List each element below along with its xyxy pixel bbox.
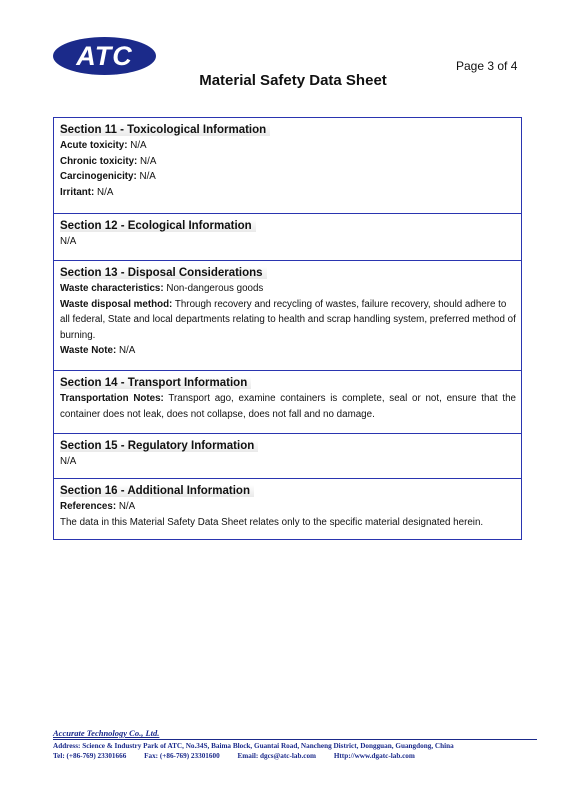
- field-value: N/A: [127, 140, 147, 151]
- field-label: Waste Note:: [60, 345, 117, 356]
- footer-tel: Tel: (+86-769) 23301666: [53, 752, 127, 760]
- field-label: Irritant:: [60, 186, 95, 198]
- section-12-ecological: [54, 214, 521, 261]
- footer-address: Address: Science & Industry Park of ATC, No.34S, Baima Block, Guantai Road, Nancheng District, Dongguan, Guangdong, China: [53, 742, 454, 750]
- document-title: Material Safety Data Sheet: [199, 72, 387, 89]
- footer-email: Email: dgcs@atc-lab.com: [237, 752, 317, 760]
- footer-divider: [53, 739, 537, 740]
- footer-web: Http://www.dgatc-lab.com: [333, 752, 415, 760]
- section-13-disposal: [54, 261, 521, 371]
- field-label: Chronic toxicity:: [60, 155, 138, 167]
- irritant-row: [60, 185, 516, 201]
- field-value: N/A: [137, 155, 157, 167]
- section-text: N/A: [60, 236, 77, 247]
- waste-disposal-method-row: [60, 297, 516, 344]
- logo-text: ATC: [76, 40, 133, 71]
- carcinogenicity-row: [60, 169, 516, 185]
- section-title: Section 16 - Additional Information: [60, 485, 254, 497]
- page-number: Page 3 of 4: [456, 59, 518, 73]
- field-value: Non-dangerous goods: [163, 283, 264, 294]
- field-value: N/A: [116, 345, 136, 356]
- section-text: N/A: [60, 456, 77, 467]
- atc-logo: [53, 37, 156, 75]
- acute-toxicity-row: [60, 138, 516, 154]
- footer-contact: [53, 751, 533, 761]
- disclaimer-text: The data in this Material Safety Data Sheet relates only to the specific material designated herein.: [60, 516, 484, 528]
- section-title: Section 13 - Disposal Considerations: [60, 267, 267, 279]
- field-value: Through recovery and recycling of wastes, failure recovery, should adhere to all federal, State and local departments relating to health and scrap handling system, preferred method of burning.: [60, 298, 516, 341]
- field-label: Carcinogenicity:: [60, 171, 137, 182]
- field-label: Acute toxicity:: [60, 140, 128, 151]
- footer-company: Accurate Technology Co., Ltd.: [53, 728, 160, 738]
- section-11-toxicological: [54, 118, 521, 214]
- field-value: N/A: [136, 171, 156, 182]
- section-title: Section 12 - Ecological Information: [60, 220, 256, 232]
- section-16-additional: [54, 479, 521, 540]
- field-value: Transport ago, examine containers is complete, seal or not, ensure that the container does not leak, does not collapse, does not fall and no damage.: [60, 393, 516, 420]
- waste-characteristics-row: [60, 281, 516, 297]
- section-15-regulatory: [54, 434, 521, 479]
- page-footer: [53, 728, 533, 761]
- footer-fax: Fax: (+86-769) 23301600: [144, 752, 220, 760]
- transportation-notes-row: [60, 391, 516, 422]
- chronic-toxicity-row: [60, 154, 516, 170]
- section-title: Section 11 - Toxicological Information: [60, 124, 270, 136]
- references-row: [60, 499, 516, 515]
- section-title: Section 15 - Regulatory Information: [60, 440, 258, 452]
- waste-note-row: [60, 343, 516, 359]
- section-14-transport: [54, 371, 521, 434]
- field-label: References:: [60, 501, 117, 512]
- msds-sections: [53, 117, 522, 540]
- field-label: Waste characteristics:: [60, 283, 164, 294]
- field-label: Waste disposal method:: [60, 298, 173, 310]
- field-value: N/A: [94, 186, 114, 198]
- field-value: N/A: [116, 501, 136, 512]
- field-label: Transportation Notes:: [60, 393, 164, 404]
- section-title: Section 14 - Transport Information: [60, 377, 251, 389]
